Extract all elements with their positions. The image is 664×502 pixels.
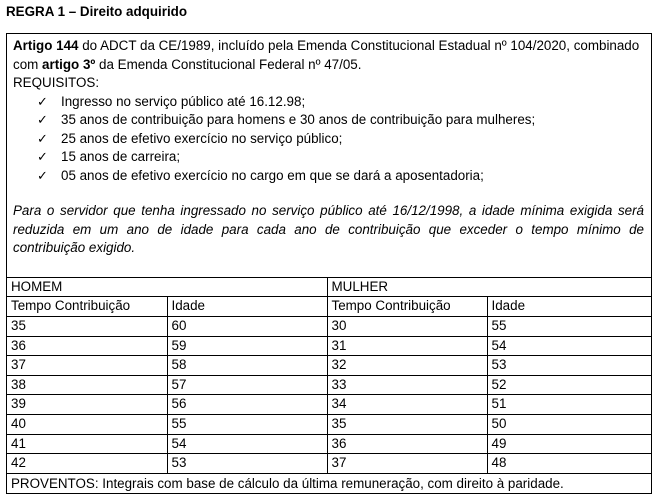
table-cell: 54 xyxy=(167,434,327,454)
table-cell: 36 xyxy=(7,336,167,356)
article-3-ref: artigo 3º xyxy=(42,56,96,72)
col-contrib-women: Tempo Contribuição xyxy=(327,297,487,317)
table-cell: 40 xyxy=(7,414,167,434)
col-contrib-men: Tempo Contribuição xyxy=(7,297,167,317)
table-cell: 57 xyxy=(167,375,327,395)
table-cell: 30 xyxy=(327,316,487,336)
table-cell: 34 xyxy=(327,395,487,415)
table-row xyxy=(7,356,651,376)
men-header: HOMEM xyxy=(7,277,327,297)
table-cell: 38 xyxy=(7,375,167,395)
requirements-label: REQUISITOS: xyxy=(13,75,100,90)
checkmark-icon: ✓ xyxy=(37,130,48,146)
col-age-women: Idade xyxy=(487,297,651,317)
legal-basis-text-1: do ADCT da CE/1989, incluído pela Emenda Constitucional Estadual nº 104/2020, combinado com xyxy=(13,38,640,72)
table-cell: 35 xyxy=(327,414,487,434)
table-row xyxy=(7,336,651,356)
table-row xyxy=(7,375,651,395)
requirement-text: 05 anos de efetivo exercício no cargo em que se dará a aposentadoria; xyxy=(61,167,484,183)
requirement-item xyxy=(37,148,651,167)
requirement-text: 15 anos de carreira; xyxy=(61,149,181,164)
requirement-item xyxy=(37,167,651,186)
checkmark-icon: ✓ xyxy=(37,93,48,109)
table-cell: 55 xyxy=(167,414,327,434)
table-group-header xyxy=(7,277,651,297)
table-cell: 37 xyxy=(327,454,487,473)
table-cell: 55 xyxy=(487,316,651,336)
table-cell: 53 xyxy=(487,356,651,376)
table-cell: 35 xyxy=(7,316,167,336)
legal-basis xyxy=(7,34,651,93)
section-heading: REGRA 1 – Direito adquirido xyxy=(6,4,188,19)
requirement-item xyxy=(37,111,651,130)
table-cell: 53 xyxy=(167,454,327,473)
table-cell: 37 xyxy=(7,356,167,376)
requirement-item xyxy=(37,130,651,149)
table-row xyxy=(7,395,651,415)
table-cell: 39 xyxy=(7,395,167,415)
table-column-header xyxy=(7,297,651,317)
table-row xyxy=(7,316,651,336)
proventos-line: PROVENTOS: Integrais com base de cálculo da última remuneração, com direito à paridade. xyxy=(7,473,651,493)
table-cell: 33 xyxy=(327,375,487,395)
age-contribution-table xyxy=(7,277,651,473)
checkmark-icon: ✓ xyxy=(37,112,48,127)
article-144-ref: Artigo 144 xyxy=(13,38,79,53)
requirement-text: 25 anos de efetivo exercício no serviço público; xyxy=(61,130,343,146)
rule-box xyxy=(6,33,652,494)
table-cell: 58 xyxy=(167,356,327,376)
table-cell: 54 xyxy=(487,336,651,356)
checkmark-icon: ✓ xyxy=(37,167,48,183)
age-reduction-note: Para o servidor que tenha ingressado no serviço público até 16/12/1998, a idade mínima exigida será reduzida em um ano de idade para cada ano de contribuição que exceder o tempo mínimo de contribuição exigido. xyxy=(13,203,644,256)
table-cell: 50 xyxy=(487,414,651,434)
table-cell: 48 xyxy=(487,454,651,473)
table-cell: 31 xyxy=(327,336,487,356)
requirement-text: 35 anos de contribuição para homens e 30 anos de contribuição para mulheres; xyxy=(61,112,536,127)
requirement-text: Ingresso no serviço público até 16.12.98; xyxy=(61,93,306,109)
requirement-item xyxy=(37,93,651,112)
table-cell: 59 xyxy=(167,336,327,356)
legal-basis-text-2: da Emenda Constitucional Federal nº 47/05. xyxy=(95,56,362,72)
table-cell: 41 xyxy=(7,434,167,454)
table-cell: 52 xyxy=(487,375,651,395)
table-cell: 56 xyxy=(167,395,327,415)
women-header: MULHER xyxy=(327,277,651,297)
table-cell: 49 xyxy=(487,434,651,454)
checkmark-icon: ✓ xyxy=(37,149,48,164)
table-cell: 36 xyxy=(327,434,487,454)
table-cell: 32 xyxy=(327,356,487,376)
table-row xyxy=(7,414,651,434)
table-cell: 60 xyxy=(167,316,327,336)
table-cell: 51 xyxy=(487,395,651,415)
table-cell: 42 xyxy=(7,454,167,473)
table-row xyxy=(7,434,651,454)
requirements-list xyxy=(7,93,651,186)
table-row xyxy=(7,454,651,473)
col-age-men: Idade xyxy=(167,297,327,317)
